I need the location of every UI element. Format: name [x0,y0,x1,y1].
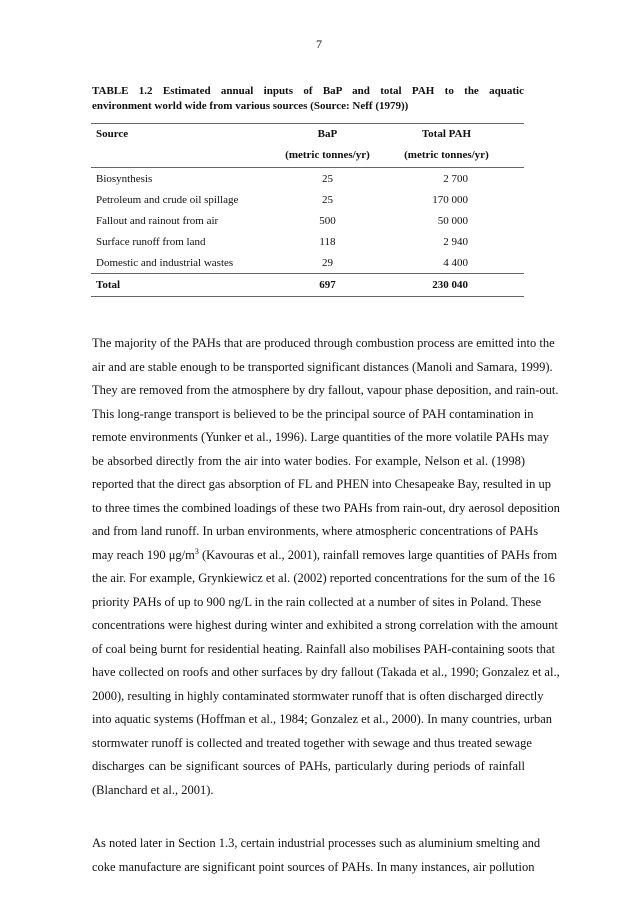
paragraph-line: The majority of the PAHs that are produced through combustion process are emitted into the [92,336,555,350]
cell-bap: 500 [319,214,336,227]
table-row [91,189,524,210]
cell-bap: 25 [321,193,333,206]
table-row [91,231,524,252]
paragraph-line: air and are stable enough to be transported significant distances (Manoli and Samara, 1999). [92,359,553,374]
header-total: Total PAH [421,127,472,140]
paragraph-line: stormwater runoff is collected and treated together with sewage and thus treated sewage [92,735,532,750]
caption-line-2: environment world wide from various sources (Source: Neff (1979)) [92,100,409,112]
table-row [91,168,524,189]
header-total-unit: (metric tonnes/yr) [404,149,489,161]
cell-total: 4 400 [443,256,468,269]
paragraph-line: They are removed from the atmosphere by dry fallout, vapour phase deposition, and rain-out. [92,383,559,397]
cell-total: 2 700 [443,172,468,185]
cell-bap: 25 [321,172,333,185]
cell-source: Surface runoff from land [96,235,206,248]
caption-line-1: TABLE 1.2 Estimated annual inputs of BaP and total PAH to the aquatic [92,85,524,97]
page-number: 7 [316,37,322,51]
paragraph-line: priority PAHs of up to 900 ng/L in the rain collected at a number of sites in Poland. These [92,594,542,609]
paragraph-line: coke manufacture are significant point sources of PAHs. In many instances, air pollution [92,859,535,874]
cell-total: 170 000 [432,193,468,206]
cell-source: Petroleum and crude oil spillage [96,193,239,206]
paragraph-line: remote environments (Yunker et al., 1996). Large quantities of the more volatile PAHs may [92,430,549,444]
paragraph-line: into aquatic systems (Hoffman et al., 1984; Gonzalez et al., 2000). In many countries, urban [92,712,553,726]
cell-source: Fallout and rainout from air [96,214,219,227]
cell-total: 50 000 [437,214,468,227]
table-caption [92,84,524,114]
total-pah: 230 040 [432,279,468,291]
paragraph-line: concentrations were highest during winter and exhibited a strong correlation with the amount [92,618,558,632]
table-total-row [91,274,524,297]
table-row [91,210,524,231]
paragraph-line: may reach 190 $\mu g/m^3$ (Kavouras et al., 2001), rainfall removes large quantities of PAHs from [92,546,558,562]
header-bap: BaP [317,127,338,140]
paragraph-2 [92,832,541,879]
header-bap-unit: (metric tonnes/yr) [285,149,370,161]
table-row [91,252,524,274]
total-bap: 697 [319,279,336,291]
data-table [91,123,524,297]
header-source: Source [96,127,129,140]
paragraph-line: the air. For example, Grynkiewicz et al. (2002) reported concentrations for the sum of the 16 [92,571,556,585]
paragraph-line: be absorbed directly from the air into water bodies. For example, Nelson et al. (1998) [92,453,525,468]
paragraph-line: 2000), resulting in highly contaminated stormwater runoff that is often discharged directly [92,688,544,703]
cell-total: 2 940 [443,235,468,248]
cell-source: Domestic and industrial wastes [96,256,234,269]
cell-bap: 118 [319,235,336,248]
paragraph-line: (Blanchard et al., 2001). [92,782,214,797]
paragraph-line: discharges can be significant sources of PAHs, particularly during periods of rainfall [92,759,525,773]
paragraph-line: reported that the direct gas absorption of FL and PHEN into Chesapeake Bay, resulted in up [92,477,552,491]
cell-source: Biosynthesis [96,172,153,185]
paragraph-line: and from land runoff. In urban environments, where atmospheric concentrations of PAHs [92,524,539,538]
paragraph-line: have collected on roofs and other surfaces by dry fallout (Takada et al., 1990; Gonzalez et al., [92,665,560,679]
paragraph-line: to three times the combined loadings of these two PAHs from rain-out, dry aerosol deposition [92,500,560,515]
paragraph-1 [92,332,560,802]
paragraph-line: This long-range transport is believed to be the principal source of PAH contamination in [92,406,534,421]
paragraph-line: of coal being burnt for residential heating. Rainfall also mobilises PAH-containing soots that [92,641,555,656]
cell-bap: 29 [321,256,333,269]
paragraph-line: As noted later in Section 1.3, certain industrial processes such as aluminium smelting and [92,836,541,850]
total-label: Total [96,279,121,291]
